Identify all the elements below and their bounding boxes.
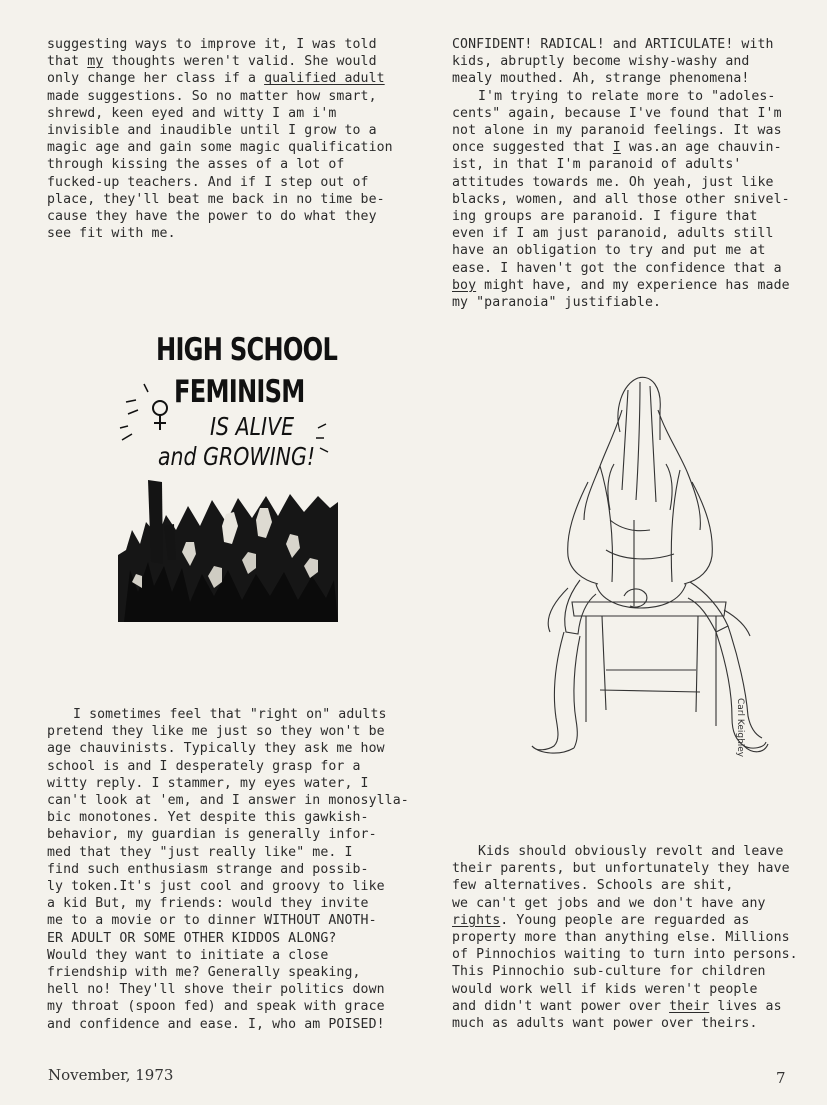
text-line: thoughts weren't valid. She would	[103, 54, 377, 70]
text-line: my "paranoia" justifiable.	[452, 295, 662, 311]
text-line: behavior, my guardian is generally infor-	[47, 827, 377, 843]
underlined-word: my	[87, 54, 104, 70]
text-line: I'm trying to relate more to "adoles-	[478, 88, 776, 104]
text-line: I sometimes feel that "right on" adults	[73, 707, 387, 722]
text-line: might have, and my experience has made	[476, 277, 790, 293]
text-line: can't look at 'em, and I answer in monosylla-	[47, 793, 409, 809]
text-line: made suggestions. So no matter how smart,	[47, 88, 377, 104]
text-line: me to a movie or to dinner WITHOUT ANOTH-	[47, 913, 377, 929]
page-number: 7	[776, 1069, 786, 1087]
text-line: ER ADULT OR SOME OTHER KIDDOS ALONG?	[47, 930, 337, 946]
text-line: and confidence and ease. I, who am POISED!	[47, 1016, 385, 1032]
text-line: even if I am just paranoid, adults still	[452, 226, 774, 242]
text-line: few alternatives. Schools are shit,	[452, 878, 734, 894]
poster-line-2: FEMINISM	[174, 374, 305, 410]
text-line: cause they have the power to do what they	[47, 209, 377, 225]
text-line: not alone in my paranoid feelings. It was	[452, 123, 782, 139]
text-line: was.an age chauvin-	[620, 140, 782, 156]
text-line: a kid But, my friends: would they invite	[47, 896, 369, 912]
text-line: hell no! They'll shove their politics down	[47, 982, 385, 998]
text-line: suggesting ways to improve it, I was told	[47, 37, 377, 52]
text-line: fucked-up teachers. And if I step out of	[47, 174, 369, 190]
text-line: once suggested that	[452, 140, 613, 156]
text-line: Would they want to initiate a close	[47, 947, 329, 963]
poster-line-3: IS ALIVE	[210, 412, 295, 441]
text-line: age chauvinists. Typically they ask me how	[47, 741, 385, 757]
underlined-word: I	[612, 140, 621, 156]
text-line: would work well if kids weren't people	[452, 981, 758, 997]
text-line: attitudes towards me. Oh yeah, just like	[452, 174, 774, 190]
underlined-word: their	[669, 998, 710, 1014]
text-line: magic age and gain some magic qualification	[47, 140, 393, 156]
text-line: ly token.It's just cool and groovy to like	[47, 879, 385, 895]
text-line: ist, in that I'm paranoid of adults'	[452, 157, 742, 173]
text-line: that	[47, 54, 88, 70]
text-line: their parents, but unfortunately they have	[452, 861, 790, 877]
text-line: CONFIDENT! RADICAL! and ARTICULATE! with	[452, 37, 774, 52]
poster-line-1: HIGH SCHOOL	[156, 332, 338, 368]
feminism-poster	[118, 330, 338, 622]
poster-line-4: and GROWING!	[158, 442, 316, 471]
text-line: only change her class if a	[47, 71, 265, 87]
text-line: through kissing the asses of a lot of	[47, 157, 345, 173]
text-line: we can't get jobs and we don't have any	[452, 895, 766, 911]
text-line: property more than anything else. Millions	[452, 930, 790, 946]
text-line: friendship with me? Generally speaking,	[47, 965, 361, 981]
text-line: witty reply. I stammer, my eyes water, I	[47, 775, 369, 791]
text-line: shrewd, keen eyed and witty I am i'm	[47, 105, 337, 121]
article-column-left-bottom	[47, 706, 442, 1033]
text-line: med that they "just really like" me. I	[47, 844, 353, 860]
poster-headline	[118, 330, 338, 492]
text-line: and didn't want power over	[452, 998, 670, 1014]
text-line: Kids should obviously revolt and leave	[478, 844, 784, 859]
text-line: much as adults want power over theirs.	[452, 1016, 758, 1032]
text-line: find such enthusiasm strange and possib-	[47, 861, 369, 877]
text-line: pretend they like me just so they won't be	[47, 724, 385, 740]
text-line: blacks, women, and all those other snivel-	[452, 191, 790, 207]
text-line: school is and I desperately grasp for a	[47, 758, 361, 774]
text-line: . Young people are reguarded as	[500, 912, 750, 928]
text-line: invisible and inaudible until I grow to a	[47, 123, 377, 139]
text-line: kids, abruptly become wishy-washy and	[452, 54, 750, 70]
text-line: bic monotones. Yet despite this gawkish-	[47, 810, 369, 826]
text-line: ing groups are paranoid. I figure that	[452, 209, 758, 225]
underlined-word: rights	[452, 912, 501, 928]
text-line: have an obligation to try and put me at	[452, 243, 766, 259]
article-column-right-bottom	[452, 843, 827, 1032]
article-column-right-top	[452, 36, 824, 311]
article-column-left-top	[47, 36, 422, 242]
text-line: lives as	[709, 998, 782, 1014]
text-line: my throat (spoon fed) and speak with grace	[47, 999, 385, 1015]
text-line: ease. I haven't got the confidence that a	[452, 260, 782, 276]
text-line: place, they'll beat me back in no time be-	[47, 191, 385, 207]
illustration-credit: Carl Keighley	[735, 698, 745, 758]
text-line: see fit with me.	[47, 226, 176, 242]
text-line: This Pinnochio sub-culture for children	[452, 964, 766, 980]
underlined-word: qualified adult	[264, 71, 385, 87]
underlined-word: boy	[452, 277, 477, 293]
text-line: cents" again, because I've found that I'm	[452, 105, 782, 121]
footer-date: November, 1973	[48, 1066, 174, 1084]
text-line: mealy mouthed. Ah, strange phenomena!	[452, 71, 750, 87]
text-line: of Pinnochios waiting to turn into persons.	[452, 947, 798, 963]
